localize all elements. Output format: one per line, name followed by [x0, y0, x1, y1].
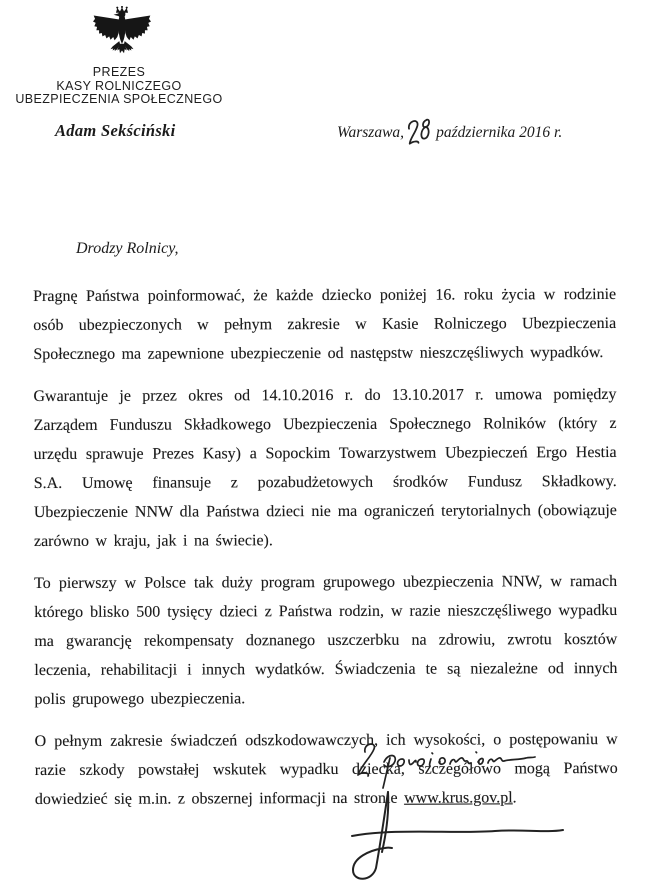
- handwritten-signature: [345, 790, 570, 885]
- dateline: [337, 124, 562, 147]
- paragraph-text: .: [512, 789, 517, 807]
- letter-paragraph: To pierwszy w Polsce tak duży program grupowego ubezpieczenia NNW, w ramach którego blisko 500 tysięcy dzieci z Państwa rodzin, w razie nieszczęśliwego wypadku ma gwarancję rekompensaty doznanego uszczerbku na zdrowiu, zwrotu kosztów leczenia, rehabilitacji i innych wydatków. Świadczenia te są niezależne od innych polis grupowego ubezpieczenia.: [34, 572, 618, 709]
- office-title-line: KASY ROLNICZEGO: [56, 78, 182, 93]
- office-title-line: UBEZPIECZENIA SPOŁECZNEGO: [15, 92, 223, 106]
- handwritten-day: [405, 117, 435, 147]
- handwritten-closing: [352, 740, 542, 792]
- letter-paragraph: Gwarantuje je przez okres od 14.10.2016 r. do 13.10.2017 r. umowa pomiędzy Zarządem Funduszu Składkowego Ubezpieczenia Społecznego Rolników (który z urzędu sprawuje Prezes Kasy) a Sopockim Towarzystwem Ubezpieczeń Ergo Hestia S.A. Umowę finansuje z pozabudżetowych środków Fundusz Składkowy. Ubezpieczenie NNW dla Państwa dzieci nie ma ograniczeń terytorialnych (obowiązuje zarówno w kraju, jak i na świecie).: [33, 385, 617, 551]
- paragraph-text: O pełnym zakresie świadczeń odszkodowawczych, ich wysokości, o postępowaniu w razie szkody powstałej wskutek wypadku dziecka, szczegółowo mogą Państwo dowiedzieć się m.in. z obszernej informacji na stronie: [34, 730, 618, 809]
- letter-paragraph: Pragnę Państwa poinformować, że każde dziecko poniżej 16. roku życia w rodzinie osób ubezpieczonych w pełnym zakresie w Kasie Rolniczego Ubezpieczenia Społecznego ma zapewnione ubezpieczenie od następstw nieszczęśliwych wypadków.: [33, 285, 617, 364]
- dateline-date: października 2016 r.: [436, 124, 563, 141]
- salutation: Drodzy Rolnicy,: [76, 240, 179, 257]
- krus-website-link[interactable]: www.krus.gov.pl: [404, 789, 513, 807]
- dateline-city: Warszawa,: [337, 124, 405, 141]
- office-title: [5, 66, 233, 107]
- polish-eagle-emblem-icon: [84, 6, 160, 64]
- signatory-name: Adam Sekściński: [55, 121, 176, 140]
- office-title-line: PREZES: [92, 65, 146, 79]
